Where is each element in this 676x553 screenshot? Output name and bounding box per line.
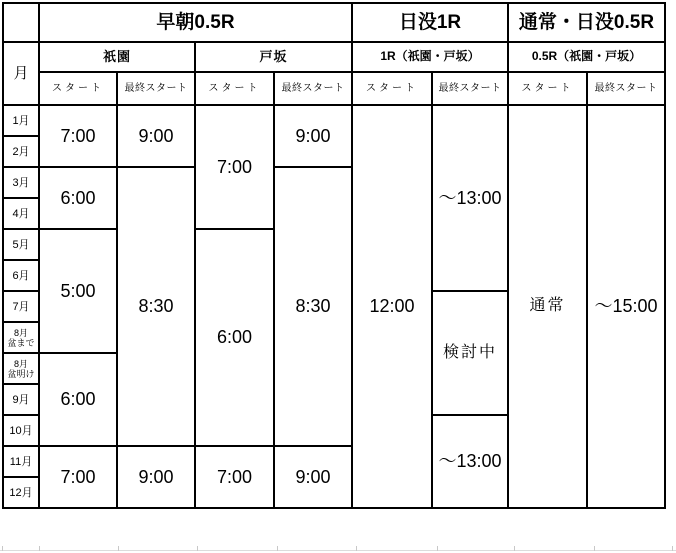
tosaka-last-start-cell: 8:30 bbox=[274, 167, 352, 446]
spreadsheet-gridline-stub bbox=[39, 546, 40, 551]
spreadsheet-gridline-stub bbox=[514, 546, 515, 551]
1r-start-header: スタート bbox=[352, 72, 432, 105]
tosaka-last-start-cell: 9:00 bbox=[274, 446, 352, 508]
month-cell-jan: 1月 bbox=[3, 105, 39, 136]
1r-last-start-cell: ～13:00 bbox=[432, 415, 508, 508]
header-sunset: 日没1R bbox=[352, 3, 508, 42]
tosaka-start-cell: 7:00 bbox=[195, 105, 274, 229]
tosaka-start-header: スタート bbox=[195, 72, 274, 105]
tosaka-last-start-cell: 9:00 bbox=[274, 105, 352, 167]
month-cell-jul: 7月 bbox=[3, 291, 39, 322]
month-cell-dec: 12月 bbox=[3, 477, 39, 508]
gion-start-cell: 6:00 bbox=[39, 353, 117, 446]
month-cell-aug-before-bon: 8月 盆まで bbox=[3, 322, 39, 353]
gion-last-start-cell: 8:30 bbox=[117, 167, 195, 446]
month-cell-feb: 2月 bbox=[3, 136, 39, 167]
tosaka-start-cell: 6:00 bbox=[195, 229, 274, 446]
spreadsheet-gridline-stub bbox=[356, 546, 357, 551]
1r-last-start-cell: ～13:00 bbox=[432, 105, 508, 291]
spreadsheet-gridline-stub bbox=[277, 546, 278, 551]
1r-start-cell: 12:00 bbox=[352, 105, 432, 508]
header-1r: 1R（祇園・戸坂） bbox=[352, 42, 508, 72]
gion-last-start-header: 最終スタート bbox=[117, 72, 195, 105]
month-cell-nov: 11月 bbox=[3, 446, 39, 477]
header-normal-sunset: 通常・日没0.5R bbox=[508, 3, 665, 42]
month-cell-apr: 4月 bbox=[3, 198, 39, 229]
05r-start-header: スタート bbox=[508, 72, 587, 105]
gion-start-cell: 7:00 bbox=[39, 446, 117, 508]
spreadsheet-gridline-stub bbox=[118, 546, 119, 551]
spreadsheet-gridline-stub bbox=[2, 546, 3, 551]
header-05r: 0.5R（祇園・戸坂） bbox=[508, 42, 665, 72]
gion-start-cell: 6:00 bbox=[39, 167, 117, 229]
header-early-morning: 早朝0.5R bbox=[39, 3, 352, 42]
header-gion: 祇園 bbox=[39, 42, 195, 72]
spreadsheet-gridline-stub bbox=[672, 546, 673, 551]
header-tosaka: 戸坂 bbox=[195, 42, 352, 72]
1r-last-start-cell: 検討中 bbox=[432, 291, 508, 415]
tosaka-last-start-header: 最終スタート bbox=[274, 72, 352, 105]
05r-start-cell: 通常 bbox=[508, 105, 587, 508]
gion-start-cell: 5:00 bbox=[39, 229, 117, 353]
month-cell-aug-after-bon: 8月 盆明け bbox=[3, 353, 39, 384]
spreadsheet-gridline-stub bbox=[594, 546, 595, 551]
tosaka-start-cell: 7:00 bbox=[195, 446, 274, 508]
spreadsheet-gridline-stub bbox=[437, 546, 438, 551]
gion-last-start-cell: 9:00 bbox=[117, 105, 195, 167]
gion-start-cell: 7:00 bbox=[39, 105, 117, 167]
1r-last-start-header: 最終スタート bbox=[432, 72, 508, 105]
gion-start-header: スタート bbox=[39, 72, 117, 105]
spreadsheet-gridline bbox=[0, 550, 676, 551]
gion-last-start-cell: 9:00 bbox=[117, 446, 195, 508]
month-cell-oct: 10月 bbox=[3, 415, 39, 446]
month-cell-may: 5月 bbox=[3, 229, 39, 260]
spreadsheet-gridline-stub bbox=[197, 546, 198, 551]
month-cell-jun: 6月 bbox=[3, 260, 39, 291]
corner-cell bbox=[3, 3, 39, 42]
start-time-table bbox=[2, 2, 666, 509]
month-cell-sep: 9月 bbox=[3, 384, 39, 415]
05r-last-start-cell: ～15:00 bbox=[587, 105, 665, 508]
month-cell-mar: 3月 bbox=[3, 167, 39, 198]
month-column-header: 月 bbox=[3, 42, 39, 105]
05r-last-start-header: 最終スタート bbox=[587, 72, 665, 105]
